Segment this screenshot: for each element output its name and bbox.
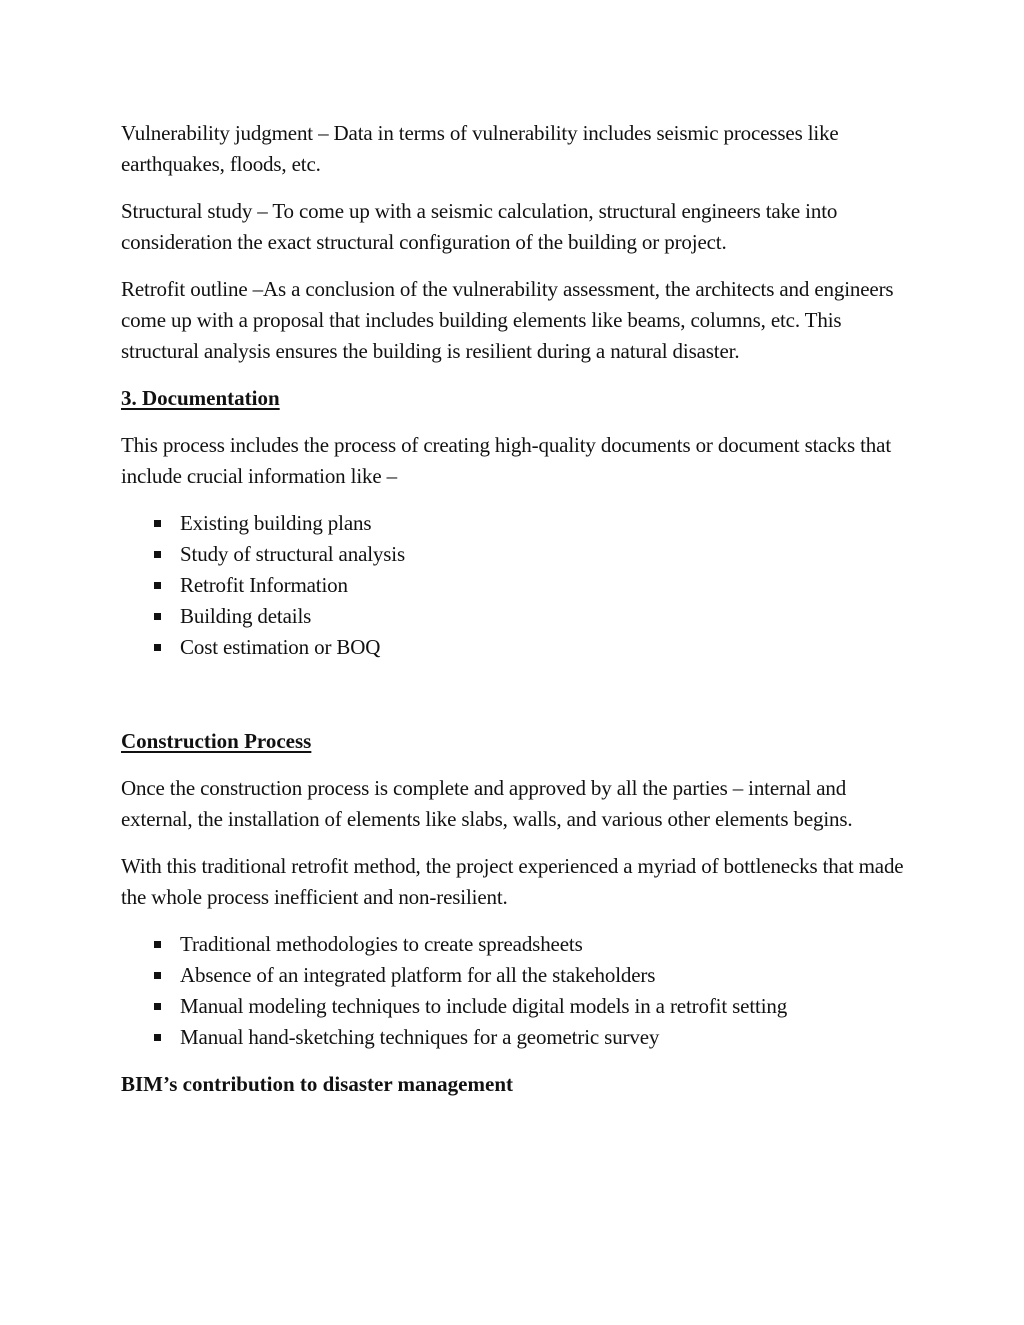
paragraph-retrofit-outline: Retrofit outline –As a conclusion of the vulnerability assessment, the architects and engineers come up with a proposal that includes building elements like beams, columns, etc. This structural analysis ensures the building is resilient during a natural disaster. xyxy=(121,277,894,363)
paragraph-traditional-retrofit: With this traditional retrofit method, the project experienced a myriad of bottlenecks that made the whole process inefficient and non-resilient. xyxy=(121,854,904,909)
heading-construction-process: Construction Process xyxy=(121,729,312,753)
list-item xyxy=(121,632,911,663)
square-bullet-icon xyxy=(154,582,161,589)
list-item-text: Manual modeling techniques to include digital models in a retrofit setting xyxy=(180,994,788,1018)
list-item-text: Retrofit Information xyxy=(180,573,348,597)
list-item xyxy=(121,929,911,960)
list-item xyxy=(121,601,911,632)
paragraph-construction-complete: Once the construction process is complete and approved by all the parties – internal and external, the installation of elements like slabs, walls, and various other elements begins. xyxy=(121,776,853,831)
list-item-text: Building details xyxy=(180,604,312,628)
paragraph-structural-study: Structural study – To come up with a seismic calculation, structural engineers take into consideration the exact structural configuration of the building or project. xyxy=(121,199,838,254)
paragraph-documentation-intro: This process includes the process of creating high-quality documents or document stacks that include crucial information like – xyxy=(121,433,891,488)
list-item-text: Absence of an integrated platform for all the stakeholders xyxy=(180,963,656,987)
square-bullet-icon xyxy=(154,1034,161,1041)
list-item-text: Manual hand-sketching techniques for a geometric survey xyxy=(180,1025,660,1049)
bottlenecks-list xyxy=(121,929,911,1053)
paragraph-vulnerability-judgment: Vulnerability judgment – Data in terms of vulnerability includes seismic processes like earthquakes, floods, etc. xyxy=(121,121,839,176)
document-page xyxy=(121,118,911,1100)
square-bullet-icon xyxy=(154,520,161,527)
list-item xyxy=(121,991,911,1022)
square-bullet-icon xyxy=(154,644,161,651)
list-item xyxy=(121,508,911,539)
square-bullet-icon xyxy=(154,941,161,948)
documentation-list xyxy=(121,508,911,663)
heading-documentation: 3. Documentation xyxy=(121,386,280,410)
square-bullet-icon xyxy=(154,613,161,620)
square-bullet-icon xyxy=(154,551,161,558)
heading-bim-contribution: BIM’s contribution to disaster management xyxy=(121,1072,513,1096)
list-item-text: Study of structural analysis xyxy=(180,542,406,566)
square-bullet-icon xyxy=(154,1003,161,1010)
list-item xyxy=(121,570,911,601)
list-item xyxy=(121,539,911,570)
list-item xyxy=(121,960,911,991)
list-item xyxy=(121,1022,911,1053)
blank-line-spacer xyxy=(121,679,911,726)
square-bullet-icon xyxy=(154,972,161,979)
list-item-text: Cost estimation or BOQ xyxy=(180,635,381,659)
list-item-text: Existing building plans xyxy=(180,511,372,535)
list-item-text: Traditional methodologies to create spreadsheets xyxy=(180,932,583,956)
